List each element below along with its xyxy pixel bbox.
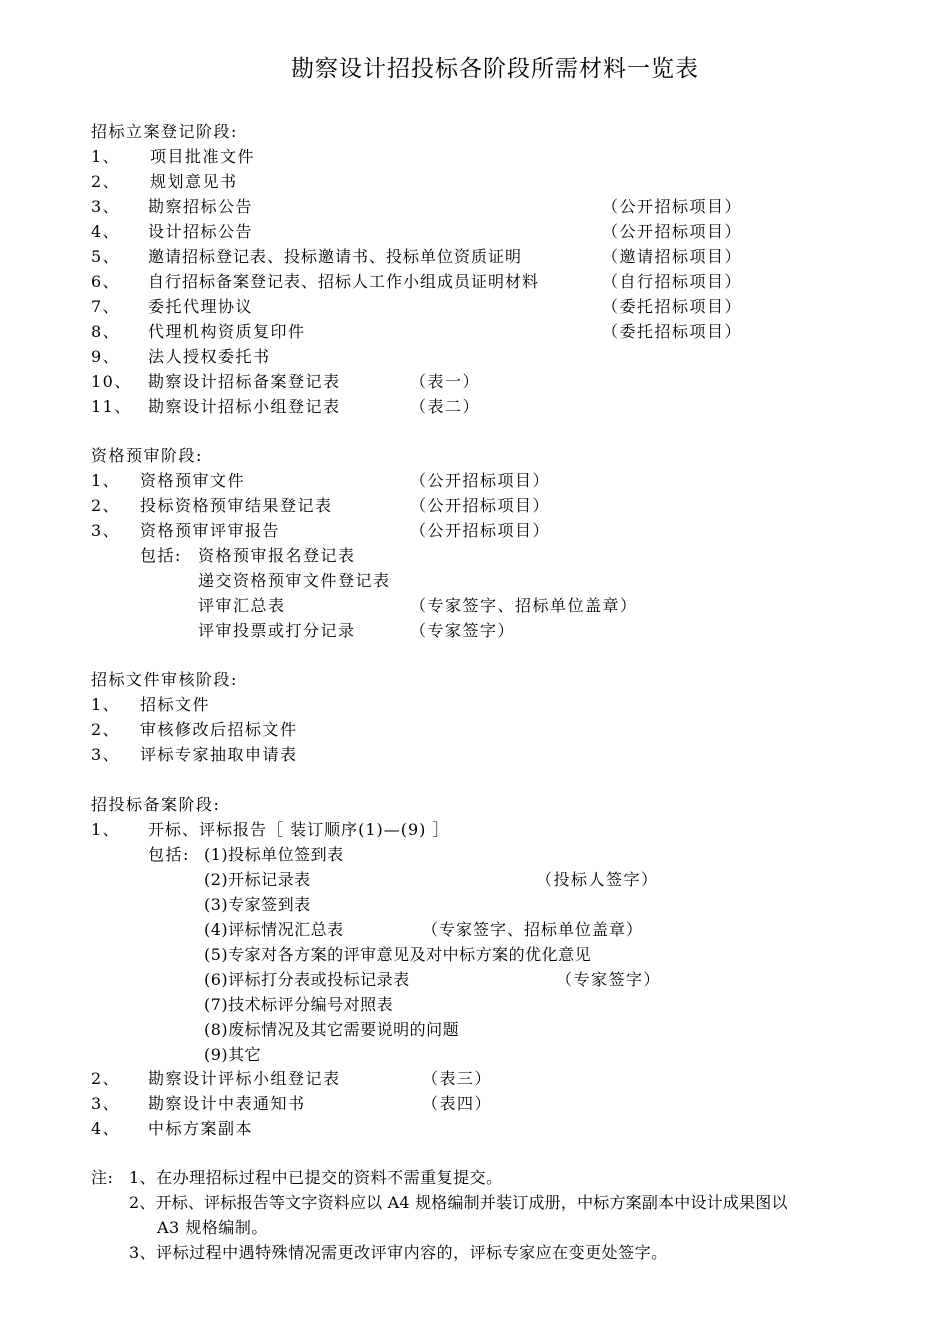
item-text: 评标专家抽取申请表 <box>140 745 298 764</box>
item-note: （公开招标项目） <box>602 197 743 216</box>
item-number: 3、 <box>91 521 121 540</box>
item-note: （自行招标项目） <box>602 272 743 291</box>
item-text: 投标资格预审结果登记表 <box>140 496 333 515</box>
sub-item-text: (3)专家签到表 <box>204 895 311 914</box>
item-number: 9、 <box>91 347 121 366</box>
item-note: （公开招标项目） <box>602 222 743 241</box>
item-number: 2、 <box>91 172 121 191</box>
item-number: 1、 <box>91 471 121 490</box>
item-number: 1、 <box>91 147 121 166</box>
item-number: 10、 <box>91 372 132 391</box>
item-note: （表四） <box>422 1094 493 1113</box>
item-text: 法人授权委托书 <box>148 347 271 366</box>
sub-item-note: （专家签字） <box>556 970 662 989</box>
item-number: 6、 <box>91 272 121 291</box>
item-note: （公开招标项目） <box>410 496 551 515</box>
item-number: 11、 <box>91 397 132 416</box>
item-note: （委托招标项目） <box>602 297 743 316</box>
item-text: 设计招标公告 <box>148 222 254 241</box>
section-heading-bid-filing: 招投标备案阶段: <box>91 795 221 814</box>
item-text: 审核修改后招标文件 <box>140 720 298 739</box>
item-number: 2、 <box>91 1069 121 1088</box>
item-text: 勘察设计中表通知书 <box>148 1094 306 1113</box>
item-number: 8、 <box>91 322 121 341</box>
sub-item-text: 资格预审报名登记表 <box>198 546 356 565</box>
sub-item-text: (9)其它 <box>204 1045 262 1064</box>
note-2-continued: A3 规格编制。 <box>157 1218 268 1237</box>
item-text: 自行招标备案登记表、招标人工作小组成员证明材料 <box>148 272 540 291</box>
item-number: 1、 <box>91 820 121 839</box>
item-note: （公开招标项目） <box>410 471 551 490</box>
section-heading-registration: 招标立案登记阶段: <box>91 122 238 141</box>
item-text: 招标文件 <box>140 695 211 714</box>
include-label: 包括: <box>148 845 190 864</box>
item-number: 2、 <box>91 720 121 739</box>
item-text: 勘察设计招标小组登记表 <box>148 397 341 416</box>
item-text: 开标、评标报告［ 装订顺序(1)—(9) ］ <box>148 820 450 839</box>
item-text: 委托代理协议 <box>148 297 254 316</box>
note-2: 2、开标、评标报告等文字资料应以 A4 规格编制并装订成册，中标方案副本中设计成果图以 <box>129 1193 788 1212</box>
sub-item-text: (8)废标情况及其它需要说明的问题 <box>204 1020 460 1039</box>
sub-item-note: （投标人签字） <box>536 870 659 889</box>
sub-item-text: 评审投票或打分记录 <box>198 621 356 640</box>
sub-item-note: （专家签字） <box>410 621 516 640</box>
item-text: 勘察设计评标小组登记表 <box>148 1069 341 1088</box>
item-number: 4、 <box>91 1119 121 1138</box>
sub-item-text: 评审汇总表 <box>198 596 286 615</box>
item-number: 3、 <box>91 1094 121 1113</box>
section-heading-prequalification: 资格预审阶段: <box>91 446 203 465</box>
item-number: 7、 <box>91 297 121 316</box>
item-note: （表一） <box>410 372 481 391</box>
item-text: 项目批准文件 <box>150 147 256 166</box>
item-number: 3、 <box>91 197 121 216</box>
sub-item-text: (1)投标单位签到表 <box>204 845 344 864</box>
section-heading-document-review: 招标文件审核阶段: <box>91 670 238 689</box>
notes-label: 注: <box>91 1168 114 1187</box>
item-text: 中标方案副本 <box>148 1119 254 1138</box>
item-text: 勘察设计招标备案登记表 <box>148 372 341 391</box>
item-note: （邀请招标项目） <box>602 247 743 266</box>
page-title: 勘察设计招投标各阶段所需材料一览表 <box>291 56 699 82</box>
item-note: （表二） <box>410 397 481 416</box>
include-label: 包括: <box>140 546 182 565</box>
item-text: 代理机构资质复印件 <box>148 322 306 341</box>
item-number: 2、 <box>91 496 121 515</box>
note-1: 1、在办理招标过程中已提交的资料不需重复提交。 <box>129 1168 503 1187</box>
item-number: 5、 <box>91 247 121 266</box>
item-number: 4、 <box>91 222 121 241</box>
item-text: 资格预审文件 <box>140 471 246 490</box>
item-note: （表三） <box>422 1069 493 1088</box>
note-3: 3、评标过程中遇特殊情况需更改评审内容的，评标专家应在变更处签字。 <box>129 1243 668 1262</box>
sub-item-note: （专家签字、招标单位盖章） <box>422 920 644 939</box>
sub-item-text: 递交资格预审文件登记表 <box>198 571 391 590</box>
item-text: 资格预审评审报告 <box>140 521 281 540</box>
sub-item-text: (6)评标打分表或投标记录表 <box>204 970 410 989</box>
item-number: 1、 <box>91 695 121 714</box>
item-text: 勘察招标公告 <box>148 197 254 216</box>
sub-item-text: (7)技术标评分编号对照表 <box>204 995 394 1014</box>
sub-item-text: (4)评标情况汇总表 <box>204 920 344 939</box>
sub-item-text: (5)专家对各方案的评审意见及对中标方案的优化意见 <box>204 945 592 964</box>
item-note: （委托招标项目） <box>602 322 743 341</box>
item-note: （公开招标项目） <box>410 521 551 540</box>
item-text: 规划意见书 <box>150 172 238 191</box>
item-number: 3、 <box>91 745 121 764</box>
item-text: 邀请招标登记表、投标邀请书、投标单位资质证明 <box>148 247 523 266</box>
sub-item-text: (2)开标记录表 <box>204 870 311 889</box>
sub-item-note: （专家签字、招标单位盖章） <box>410 596 638 615</box>
